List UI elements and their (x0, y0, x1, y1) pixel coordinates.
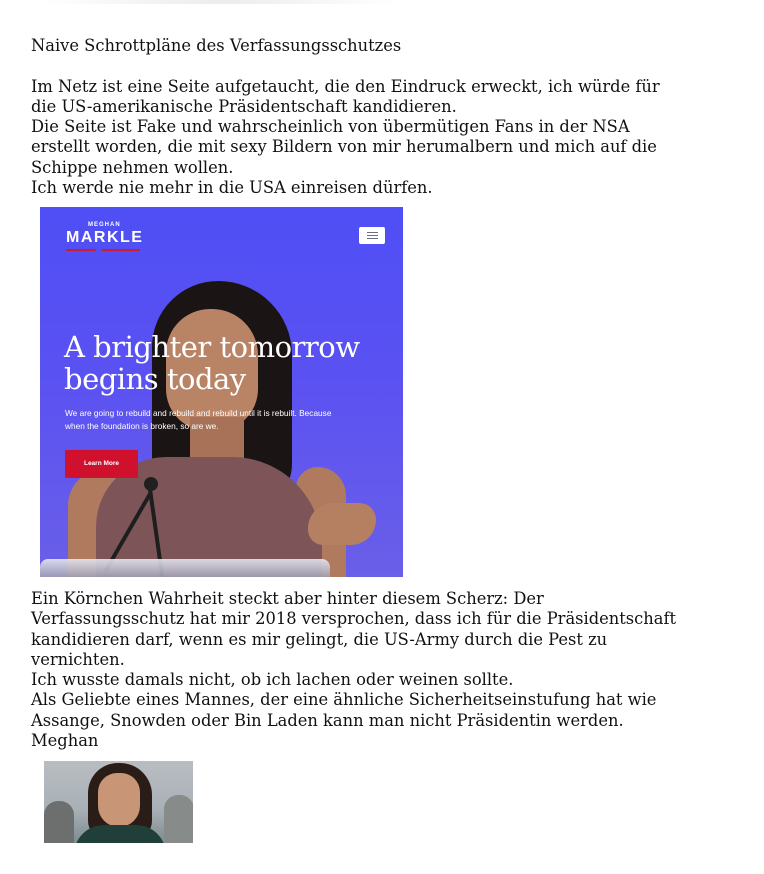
intro-line: Schippe nehmen wollen. (31, 157, 234, 177)
logo-small-text: MEGHAN (88, 222, 121, 228)
headline-line: begins today (64, 362, 246, 396)
background-figure (164, 795, 193, 843)
logo-main-text: MARKLE (66, 229, 144, 246)
podium (40, 559, 330, 577)
portrait-face (98, 773, 140, 827)
intro-line: Ich werde nie mehr in die USA einreisen dürfen. (31, 178, 433, 198)
portrait-body (74, 825, 166, 843)
subtext-line: when the foundation is broken, so are we. (65, 420, 219, 431)
intro-line: die US-amerikanische Präsidentschaft kandidieren. (31, 96, 457, 116)
intro-line: Die Seite ist Fake und wahrscheinlich von übermütigen Fans in der NSA (31, 117, 630, 137)
closing-line: Ich wusste damals nicht, ob ich lachen oder weinen sollte. (31, 670, 514, 690)
campaign-logo (66, 221, 143, 251)
campaign-subtext (65, 407, 365, 432)
portrait-photo (44, 761, 193, 843)
person-hand (308, 503, 376, 545)
subtext-line: We are going to rebuild and rebuild and rebuild until it is rebuilt. Because (65, 408, 332, 418)
microphone-icon (144, 477, 158, 491)
closing-line: Verfassungsschutz hat mir 2018 versprochen, dass ich für die Präsidentschaft (31, 609, 677, 629)
campaign-headline (64, 331, 384, 395)
closing-line: kandidieren darf, wenn es mir gelingt, die US-Army durch die Pest zu (31, 629, 608, 649)
top-fade-edge (40, 0, 400, 4)
closing-line: Als Geliebte eines Mannes, der eine ähnliche Sicherheitseinstufung hat wie (31, 690, 657, 710)
closing-line: Ein Körnchen Wahrheit steckt aber hinter diesem Scherz: Der (31, 589, 544, 608)
hamburger-menu-icon (359, 227, 385, 244)
signature: Meghan (31, 731, 99, 751)
logo-underline (66, 249, 140, 251)
learn-more-button: Learn More (65, 450, 138, 478)
headline-line: A brighter tomorrow (64, 330, 360, 364)
intro-line: erstellt worden, die mit sexy Bildern von mir herumalbern und mich auf die (31, 137, 657, 157)
article-body (31, 36, 751, 198)
intro-line: Im Netz ist eine Seite aufgetaucht, die den Eindruck erweckt, ich würde für (31, 76, 660, 96)
article-closing (31, 589, 751, 751)
closing-line: Assange, Snowden oder Bin Laden kann man nicht Präsidentin werden. (31, 710, 624, 730)
background-figure (44, 801, 74, 843)
campaign-website-image (40, 207, 403, 577)
article-title: Naive Schrottpläne des Verfassungsschutzes (31, 36, 402, 55)
closing-line: vernichten. (31, 649, 125, 669)
